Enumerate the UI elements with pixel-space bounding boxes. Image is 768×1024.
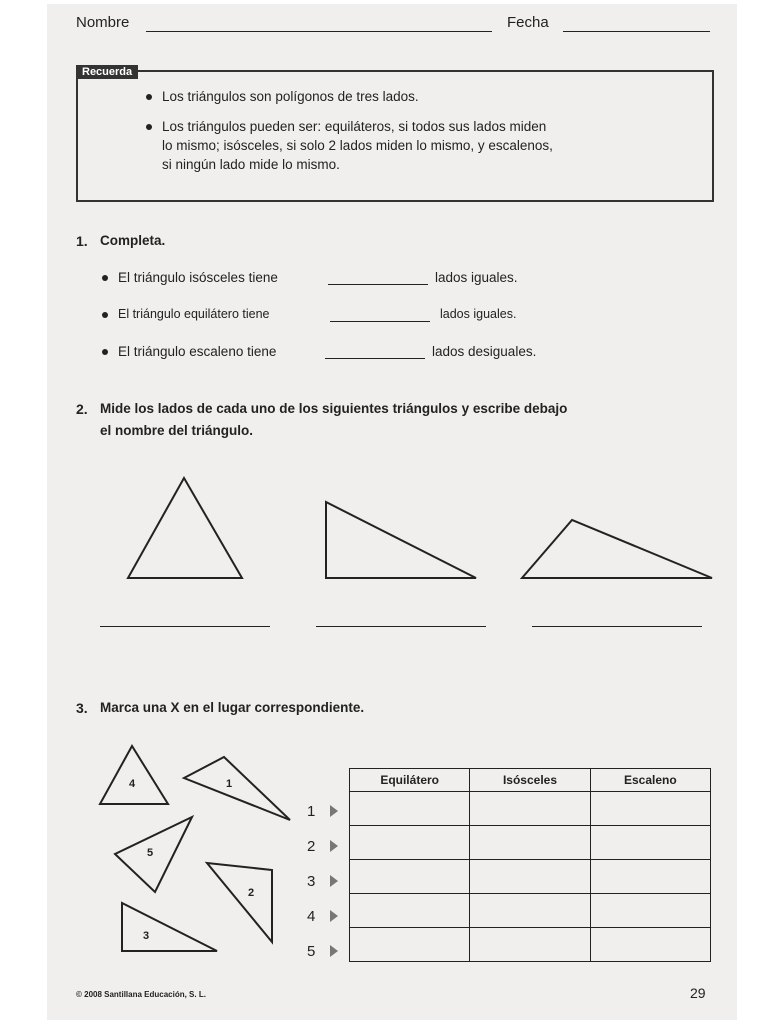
reminder-bullet-2-line-3: si ningún lado mide lo mismo. xyxy=(162,157,340,172)
q1-item-2-pre: El triángulo equilátero tiene xyxy=(118,305,270,324)
answer-cell[interactable] xyxy=(590,792,710,826)
table-row xyxy=(350,928,711,962)
q3-answer-table xyxy=(349,768,711,962)
answer-cell[interactable] xyxy=(590,894,710,928)
answer-cell[interactable] xyxy=(470,826,590,860)
q3-triangle-3 xyxy=(122,903,217,951)
table-row xyxy=(350,860,711,894)
answer-cell[interactable] xyxy=(350,928,470,962)
answer-cell[interactable] xyxy=(590,826,710,860)
row-label-4: 4 xyxy=(307,908,316,925)
q1-instruction: Completa. xyxy=(100,233,166,248)
q3-shape-label-3: 3 xyxy=(143,930,150,942)
answer-cell[interactable] xyxy=(590,860,710,894)
q1-item-1-post: lados iguales. xyxy=(435,270,518,285)
q2-number: 2. xyxy=(76,401,88,417)
q1-item-3-pre: El triángulo escaleno tiene xyxy=(118,344,277,359)
q3-triangle-1 xyxy=(184,757,290,820)
q2-instruction-line-1: Mide los lados de cada uno de los siguientes triángulos y escribe debajo xyxy=(100,401,568,416)
column-header-scalene: Escaleno xyxy=(590,769,710,792)
answer-cell[interactable] xyxy=(350,894,470,928)
table-row xyxy=(350,894,711,928)
q2-triangle-3 xyxy=(522,520,712,578)
q1-number: 1. xyxy=(76,233,88,249)
answer-cell[interactable] xyxy=(350,860,470,894)
q3-triangle-2 xyxy=(207,863,272,942)
row-arrow-icon xyxy=(330,910,338,922)
row-label-5: 5 xyxy=(307,943,316,960)
row-arrow-icon xyxy=(330,805,338,817)
q3-shape-label-5: 5 xyxy=(147,847,154,859)
row-label-2: 2 xyxy=(307,838,316,855)
q3-number: 3. xyxy=(76,700,88,716)
answer-cell[interactable] xyxy=(470,894,590,928)
row-arrow-icon xyxy=(330,840,338,852)
column-header-equilateral: Equilátero xyxy=(350,769,470,792)
copyright-notice: © 2008 Santillana Educación, S. L. xyxy=(76,990,206,999)
q1-item-2-post: lados iguales. xyxy=(440,307,517,321)
q3-instruction: Marca una X en el lugar correspondiente. xyxy=(100,700,365,715)
table-row xyxy=(350,826,711,860)
q1-item-1-pre: El triángulo isósceles tiene xyxy=(118,270,278,285)
answer-cell[interactable] xyxy=(470,860,590,894)
answer-cell[interactable] xyxy=(470,928,590,962)
q3-shape-label-2: 2 xyxy=(248,887,255,899)
answer-cell[interactable] xyxy=(350,826,470,860)
q3-triangle-5 xyxy=(115,817,192,892)
q3-shape-label-1: 1 xyxy=(226,778,233,790)
q3-shape-label-4: 4 xyxy=(129,778,136,790)
q2-triangle-2 xyxy=(326,502,476,578)
q2-triangle-1 xyxy=(128,478,242,578)
page-number: 29 xyxy=(690,985,706,1001)
q3-triangle-4 xyxy=(100,746,168,804)
row-arrow-icon xyxy=(330,945,338,957)
reminder-bullet-2-line-1: Los triángulos pueden ser: equiláteros, si todos sus lados miden xyxy=(162,119,547,134)
table-header-row xyxy=(350,769,711,792)
reminder-tag: Recuerda xyxy=(76,65,138,79)
q2-instruction-line-2: el nombre del triángulo. xyxy=(100,423,254,438)
date-label: Fecha xyxy=(507,14,549,31)
answer-cell[interactable] xyxy=(470,792,590,826)
q1-item-3-post: lados desiguales. xyxy=(432,344,537,359)
answer-cell[interactable] xyxy=(350,792,470,826)
reminder-bullet-1: Los triángulos son polígonos de tres lados. xyxy=(162,89,419,104)
name-label: Nombre xyxy=(76,14,130,31)
answer-cell[interactable] xyxy=(590,928,710,962)
q2-answer-line-1[interactable] xyxy=(100,626,270,627)
row-label-3: 3 xyxy=(307,873,316,890)
q2-answer-line-2[interactable] xyxy=(316,626,486,627)
column-header-isosceles: Isósceles xyxy=(470,769,590,792)
row-label-1: 1 xyxy=(307,803,316,820)
reminder-bullet-2-line-2: lo mismo; isósceles, si solo 2 lados miden lo mismo, y escalenos, xyxy=(162,138,553,153)
row-arrow-icon xyxy=(330,875,338,887)
table-row xyxy=(350,792,711,826)
q2-answer-line-3[interactable] xyxy=(532,626,702,627)
